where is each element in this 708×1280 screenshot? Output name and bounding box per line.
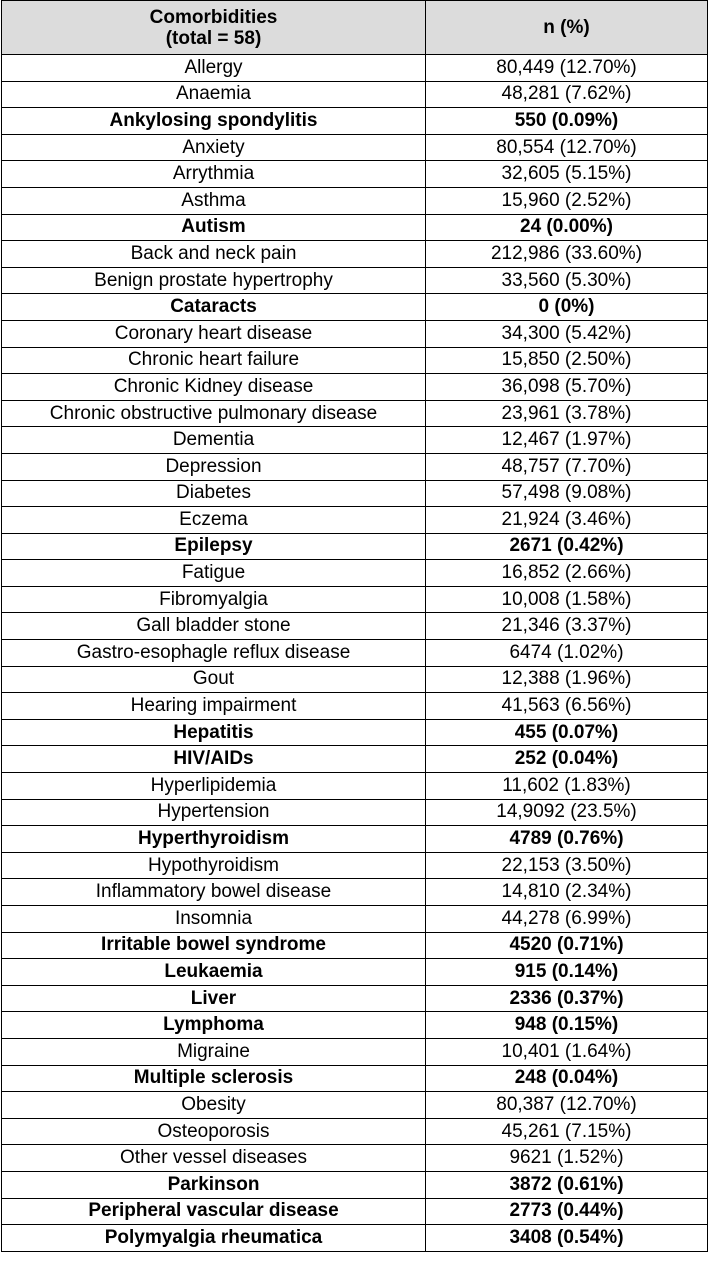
- comorbidity-name-cell: Osteoporosis: [2, 1118, 426, 1145]
- comorbidity-name-cell: Lymphoma: [2, 1012, 426, 1039]
- table-row: [2, 1092, 708, 1119]
- comorbidity-name-cell: Eczema: [2, 507, 426, 534]
- comorbidity-name-cell: Liver: [2, 985, 426, 1012]
- comorbidity-name-cell: Anxiety: [2, 134, 426, 161]
- comorbidity-name-cell: Benign prostate hypertrophy: [2, 267, 426, 294]
- count-percent-cell: 21,346 (3.37%): [426, 613, 708, 640]
- comorbidity-name-cell: Obesity: [2, 1092, 426, 1119]
- comorbidity-name-cell: Chronic Kidney disease: [2, 374, 426, 401]
- table-row: [2, 1225, 708, 1252]
- comorbidity-name-cell: Hyperlipidemia: [2, 773, 426, 800]
- table-row: [2, 879, 708, 906]
- table-row: [2, 906, 708, 933]
- count-percent-cell: 36,098 (5.70%): [426, 374, 708, 401]
- count-percent-cell: 3872 (0.61%): [426, 1171, 708, 1198]
- comorbidity-name-cell: Back and neck pain: [2, 241, 426, 268]
- table-row: [2, 134, 708, 161]
- table-row: [2, 586, 708, 613]
- count-percent-cell: 34,300 (5.42%): [426, 320, 708, 347]
- comorbidity-name-cell: Irritable bowel syndrome: [2, 932, 426, 959]
- count-percent-cell: 2336 (0.37%): [426, 985, 708, 1012]
- comorbidity-name-cell: Hepatitis: [2, 719, 426, 746]
- count-percent-cell: 80,554 (12.70%): [426, 134, 708, 161]
- count-percent-cell: 48,281 (7.62%): [426, 81, 708, 108]
- table-row: [2, 400, 708, 427]
- count-percent-cell: 248 (0.04%): [426, 1065, 708, 1092]
- comorbidity-name-cell: Insomnia: [2, 906, 426, 933]
- count-percent-cell: 948 (0.15%): [426, 1012, 708, 1039]
- table-row: [2, 1065, 708, 1092]
- comorbidity-name-cell: Hypertension: [2, 799, 426, 826]
- count-percent-cell: 22,153 (3.50%): [426, 852, 708, 879]
- count-percent-cell: 15,960 (2.52%): [426, 187, 708, 214]
- count-percent-cell: 0 (0%): [426, 294, 708, 321]
- comorbidity-name-cell: Peripheral vascular disease: [2, 1198, 426, 1225]
- table-row: [2, 347, 708, 374]
- count-percent-cell: 24 (0.00%): [426, 214, 708, 241]
- comorbidity-name-cell: Gall bladder stone: [2, 613, 426, 640]
- comorbidity-name-cell: Anaemia: [2, 81, 426, 108]
- table-row: [2, 241, 708, 268]
- table-row: [2, 1171, 708, 1198]
- comorbidity-name-cell: Autism: [2, 214, 426, 241]
- comorbidity-name-cell: Fatigue: [2, 560, 426, 587]
- count-percent-cell: 2671 (0.42%): [426, 533, 708, 560]
- header-comorbidities-total: (total = 58): [165, 27, 262, 49]
- comorbidity-name-cell: Arrythmia: [2, 161, 426, 188]
- count-percent-cell: 9621 (1.52%): [426, 1145, 708, 1172]
- header-n-percent: n (%): [426, 1, 708, 55]
- comorbidity-name-cell: Coronary heart disease: [2, 320, 426, 347]
- count-percent-cell: 48,757 (7.70%): [426, 453, 708, 480]
- count-percent-cell: 915 (0.14%): [426, 959, 708, 986]
- comorbidity-name-cell: Ankylosing spondylitis: [2, 108, 426, 135]
- count-percent-cell: 57,498 (9.08%): [426, 480, 708, 507]
- table-row: [2, 1198, 708, 1225]
- comorbidity-name-cell: Hearing impairment: [2, 693, 426, 720]
- table-row: [2, 533, 708, 560]
- table-row: [2, 746, 708, 773]
- comorbidity-name-cell: Parkinson: [2, 1171, 426, 1198]
- table-row: [2, 81, 708, 108]
- count-percent-cell: 2773 (0.44%): [426, 1198, 708, 1225]
- count-percent-cell: 45,261 (7.15%): [426, 1118, 708, 1145]
- comorbidity-name-cell: Dementia: [2, 427, 426, 454]
- table-row: [2, 693, 708, 720]
- comorbidity-name-cell: Allergy: [2, 55, 426, 82]
- comorbidity-name-cell: Gout: [2, 666, 426, 693]
- table-body: [2, 55, 708, 1252]
- comorbidity-name-cell: Hyperthyroidism: [2, 826, 426, 853]
- comorbidity-name-cell: Hypothyroidism: [2, 852, 426, 879]
- table-row: [2, 427, 708, 454]
- count-percent-cell: 80,449 (12.70%): [426, 55, 708, 82]
- table-row: [2, 161, 708, 188]
- count-percent-cell: 33,560 (5.30%): [426, 267, 708, 294]
- table-row: [2, 985, 708, 1012]
- count-percent-cell: 15,850 (2.50%): [426, 347, 708, 374]
- table-header-row: [2, 1, 708, 55]
- count-percent-cell: 21,924 (3.46%): [426, 507, 708, 534]
- table-row: [2, 55, 708, 82]
- comorbidity-name-cell: Fibromyalgia: [2, 586, 426, 613]
- count-percent-cell: 10,401 (1.64%): [426, 1038, 708, 1065]
- table-row: [2, 613, 708, 640]
- table-row: [2, 1038, 708, 1065]
- table-row: [2, 666, 708, 693]
- count-percent-cell: 252 (0.04%): [426, 746, 708, 773]
- count-percent-cell: 32,605 (5.15%): [426, 161, 708, 188]
- count-percent-cell: 44,278 (6.99%): [426, 906, 708, 933]
- count-percent-cell: 14,9092 (23.5%): [426, 799, 708, 826]
- count-percent-cell: 10,008 (1.58%): [426, 586, 708, 613]
- comorbidity-name-cell: Asthma: [2, 187, 426, 214]
- comorbidity-name-cell: Multiple sclerosis: [2, 1065, 426, 1092]
- count-percent-cell: 4789 (0.76%): [426, 826, 708, 853]
- comorbidity-name-cell: Migraine: [2, 1038, 426, 1065]
- table-row: [2, 1145, 708, 1172]
- count-percent-cell: 6474 (1.02%): [426, 640, 708, 667]
- table-row: [2, 959, 708, 986]
- table-row: [2, 320, 708, 347]
- count-percent-cell: 80,387 (12.70%): [426, 1092, 708, 1119]
- table-row: [2, 453, 708, 480]
- comorbidity-name-cell: Gastro-esophagle reflux disease: [2, 640, 426, 667]
- count-percent-cell: 41,563 (6.56%): [426, 693, 708, 720]
- comorbidity-name-cell: Depression: [2, 453, 426, 480]
- table-row: [2, 826, 708, 853]
- comorbidity-name-cell: Inflammatory bowel disease: [2, 879, 426, 906]
- count-percent-cell: 550 (0.09%): [426, 108, 708, 135]
- count-percent-cell: 455 (0.07%): [426, 719, 708, 746]
- table-row: [2, 560, 708, 587]
- comorbidity-name-cell: Chronic obstructive pulmonary disease: [2, 400, 426, 427]
- count-percent-cell: 14,810 (2.34%): [426, 879, 708, 906]
- count-percent-cell: 212,986 (33.60%): [426, 241, 708, 268]
- count-percent-cell: 4520 (0.71%): [426, 932, 708, 959]
- table-row: [2, 267, 708, 294]
- table-row: [2, 773, 708, 800]
- header-comorbidities-title: Comorbidities: [149, 6, 278, 28]
- comorbidity-name-cell: Cataracts: [2, 294, 426, 321]
- table-row: [2, 1118, 708, 1145]
- table-row: [2, 1012, 708, 1039]
- count-percent-cell: 3408 (0.54%): [426, 1225, 708, 1252]
- table-row: [2, 719, 708, 746]
- table-row: [2, 374, 708, 401]
- comorbidity-name-cell: Polymyalgia rheumatica: [2, 1225, 426, 1252]
- header-comorbidities: [2, 1, 426, 55]
- table-row: [2, 187, 708, 214]
- table-row: [2, 852, 708, 879]
- count-percent-cell: 12,388 (1.96%): [426, 666, 708, 693]
- count-percent-cell: 11,602 (1.83%): [426, 773, 708, 800]
- comorbidity-name-cell: Epilepsy: [2, 533, 426, 560]
- table-row: [2, 932, 708, 959]
- table-row: [2, 507, 708, 534]
- table-row: [2, 108, 708, 135]
- comorbidity-name-cell: Chronic heart failure: [2, 347, 426, 374]
- table-row: [2, 214, 708, 241]
- table-row: [2, 480, 708, 507]
- count-percent-cell: 23,961 (3.78%): [426, 400, 708, 427]
- table-row: [2, 294, 708, 321]
- comorbidities-table: [1, 0, 708, 1252]
- count-percent-cell: 12,467 (1.97%): [426, 427, 708, 454]
- table-row: [2, 640, 708, 667]
- count-percent-cell: 16,852 (2.66%): [426, 560, 708, 587]
- table-row: [2, 799, 708, 826]
- comorbidity-name-cell: Diabetes: [2, 480, 426, 507]
- comorbidity-name-cell: HIV/AIDs: [2, 746, 426, 773]
- comorbidity-name-cell: Leukaemia: [2, 959, 426, 986]
- comorbidity-name-cell: Other vessel diseases: [2, 1145, 426, 1172]
